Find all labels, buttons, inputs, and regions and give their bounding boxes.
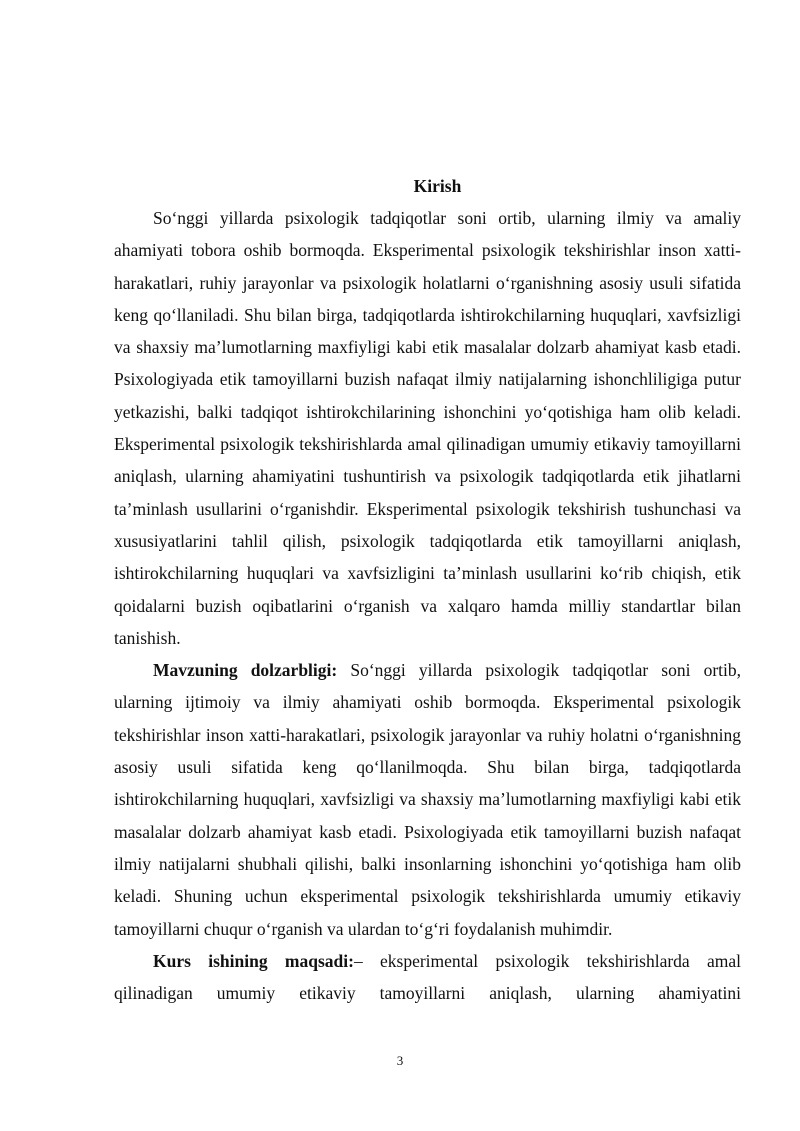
relevance-paragraph <box>114 654 741 945</box>
section-heading: Kirish <box>413 176 462 196</box>
page-content <box>114 170 741 1009</box>
paragraph-text: So‘nggi yillarda psixologik tadqiqotlar soni ortib, ularning ijtimoiy va ilmiy ahamiyati oshib bormoqda. Eksperimental psixologik tekshirishlar inson xatti-harakatlari, psixologik jarayonlar va ruhiy holatni o‘rganishning asosiy usuli sifatida keng qo‘llanilmoqda. Shu bilan birga, tadqiqotlarda ishtirokchilarning huquqlari, xavfsizligi va shaxsiy ma’lumotlarning maxfiyligi kabi etik masalalar dolzarb ahamiyat kasb etadi. Psixologiyada etik tamoyillarni buzish nafaqat ilmiy natijalarni shubhali qilishi, balki insonlarning ishonchini yo‘qotishiga ham olib keladi. Shuning uchun eksperimental psixologik tekshirishlarda umumiy etikaviy tamoyillarni chuqur o‘rganish va ulardan to‘g‘ri foydalanish muhimdir. <box>114 660 742 939</box>
paragraph-lead: Kurs ishining maqsadi: <box>153 950 354 971</box>
aim-paragraph <box>114 945 741 1010</box>
paragraph-text: So‘nggi yillarda psixologik tadqiqotlar soni ortib, ularning ilmiy va amaliy ahamiyati tobora oshib bormoqda. Eksperimental psixologik tekshirishlar inson xatti-harakatlari, ruhiy jarayonlar va psixologik holatlarni o‘rganishning asosiy usuli sifatida keng qo‘llaniladi. Shu bilan birga, tadqiqotlarda ishtirokchilarning huquqlari, xavfsizligi va shaxsiy ma’lumotlarning maxfiyligi kabi etik masalalar dolzarb ahamiyat kasb etadi. Psixologiyada etik tamoyillarni buzish nafaqat ilmiy natijalarning ishonchliligiga putur yetkazishi, balki tadqiqot ishtirokchilarining ishonchini yo‘qotishiga ham olib keladi. Eksperimental psixologik tekshirishlarda amal qilinadigan umumiy etikaviy tamoyillarni aniqlash, ularning ahamiyatini tushuntirish va psixologik tadqiqotlarda etik jihatlarni ta’minlash usullarini o‘rganishdir. Eksperimental psixologik tekshirish tushunchasi va xususiyatlarini tahlil qilish, psixologik tadqiqotlarda etik tamoyillarni aniqlash, ishtirokchilarning huquqlari va xavfsizligini ta’minlash usullarini ko‘rib chiqish, etik qoidalarni buzish oqibatlarini o‘rganish va xalqaro hamda milliy standartlar bilan tanishish. <box>114 208 741 648</box>
paragraph-lead: Mavzuning dolzarbligi: <box>153 660 338 681</box>
intro-paragraph <box>114 202 741 654</box>
page-number: 3 <box>396 1053 404 1068</box>
paragraph-text: – eksperimental psixologik tekshirishlarda amal qilinadigan umumiy etikaviy tamoyillarni aniqlash, ularning ahamiyatini <box>114 950 742 1004</box>
